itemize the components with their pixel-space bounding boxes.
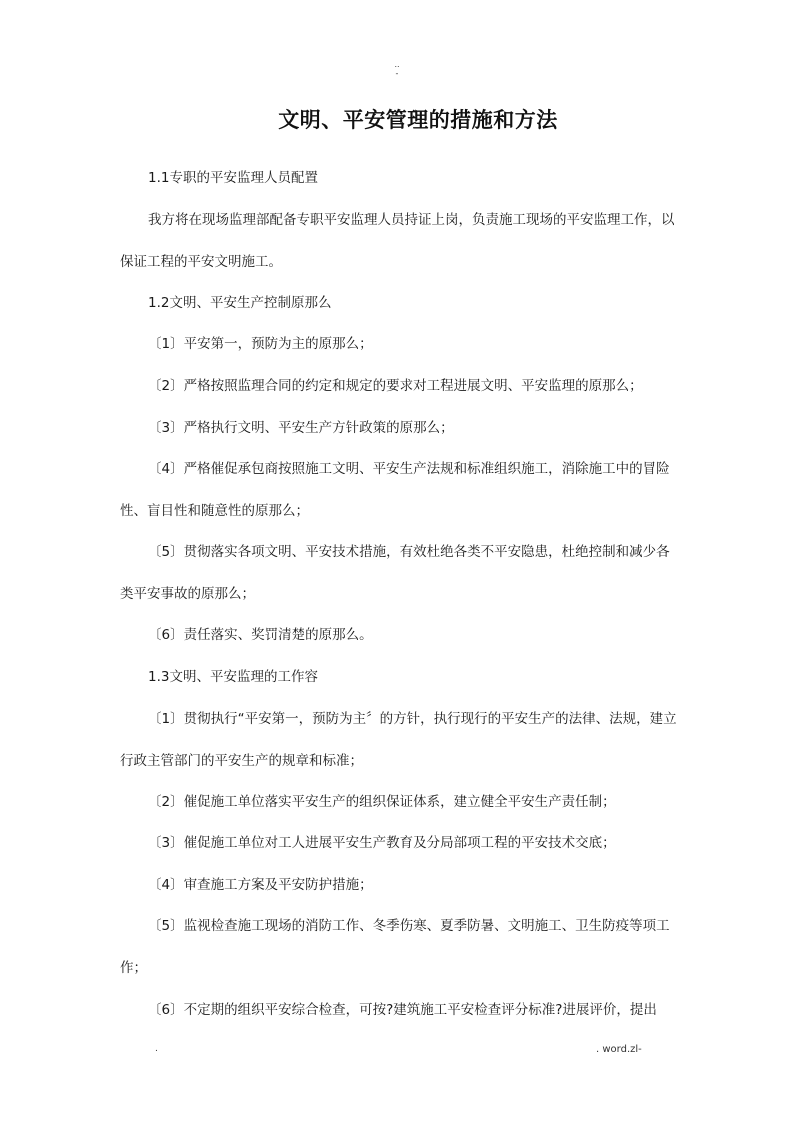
document-title: 文明、平安管理的措施和方法 <box>278 108 558 132</box>
work-item-5: 〔5〕监视检查施工现场的消防工作、冬季伤寒、夏季防暑、文明施工、卫生防疫等项工作； <box>120 918 670 976</box>
principle-item-1: 〔1〕平安第一，预防为主的原那么； <box>148 336 373 352</box>
section-heading-1-1: 1.1专职的平安监理人员配置 <box>148 170 318 186</box>
principle-item-4: 〔4〕严格催促承包商按照施工文明、平安生产法规和标准组织施工，消除施工中的冒险性、盲目性和随意性的原那么； <box>120 461 670 519</box>
header-mark-dash: - <box>395 69 399 78</box>
principle-item-5: 〔5〕贯彻落实各项文明、平安技术措施，有效杜绝各类不平安隐患，杜绝控制和减少各类平安事故的原那么； <box>120 544 670 602</box>
principle-item-3: 〔3〕严格执行文明、平安生产方针政策的原那么； <box>148 420 454 436</box>
principle-item-2: 〔2〕严格按照监理合同的约定和规定的要求对工程进展文明、平安监理的原那么； <box>148 378 643 394</box>
footer-left-mark: . <box>155 1044 158 1054</box>
header-mark-dots: .. <box>394 60 400 69</box>
work-item-4: 〔4〕审查施工方案及平安防护措施； <box>148 877 373 893</box>
work-item-3: 〔3〕催促施工单位对工人进展平安生产教育及分局部项工程的平安技术交底； <box>148 835 616 851</box>
section-heading-1-3: 1.3文明、平安监理的工作容 <box>148 669 318 685</box>
header-mark <box>0 60 794 78</box>
work-item-1: 〔1〕贯彻执行“平安第一，预防为主〞的方针，执行现行的平安生产的法律、法规，建立行政主管部门的平安生产的规章和标准； <box>120 711 677 769</box>
footer-source-mark: . word.zl- <box>596 1044 642 1055</box>
section-heading-1-2: 1.2文明、平安生产控制原那么 <box>148 295 332 311</box>
work-item-6: 〔6〕不定期的组织平安综合检查，可按?建筑施工平安检查评分标准?进展评价，提出 <box>148 1002 657 1018</box>
paragraph-staffing: 我方将在现场监理部配备专职平安监理人员持证上岗，负责施工现场的平安监理工作，以保证工程的平安文明施工。 <box>120 212 675 270</box>
work-item-2: 〔2〕催促施工单位落实平安生产的组织保证体系，建立健全平安生产责任制； <box>148 794 616 810</box>
principle-item-6: 〔6〕责任落实、奖罚清楚的原那么。 <box>148 627 373 643</box>
